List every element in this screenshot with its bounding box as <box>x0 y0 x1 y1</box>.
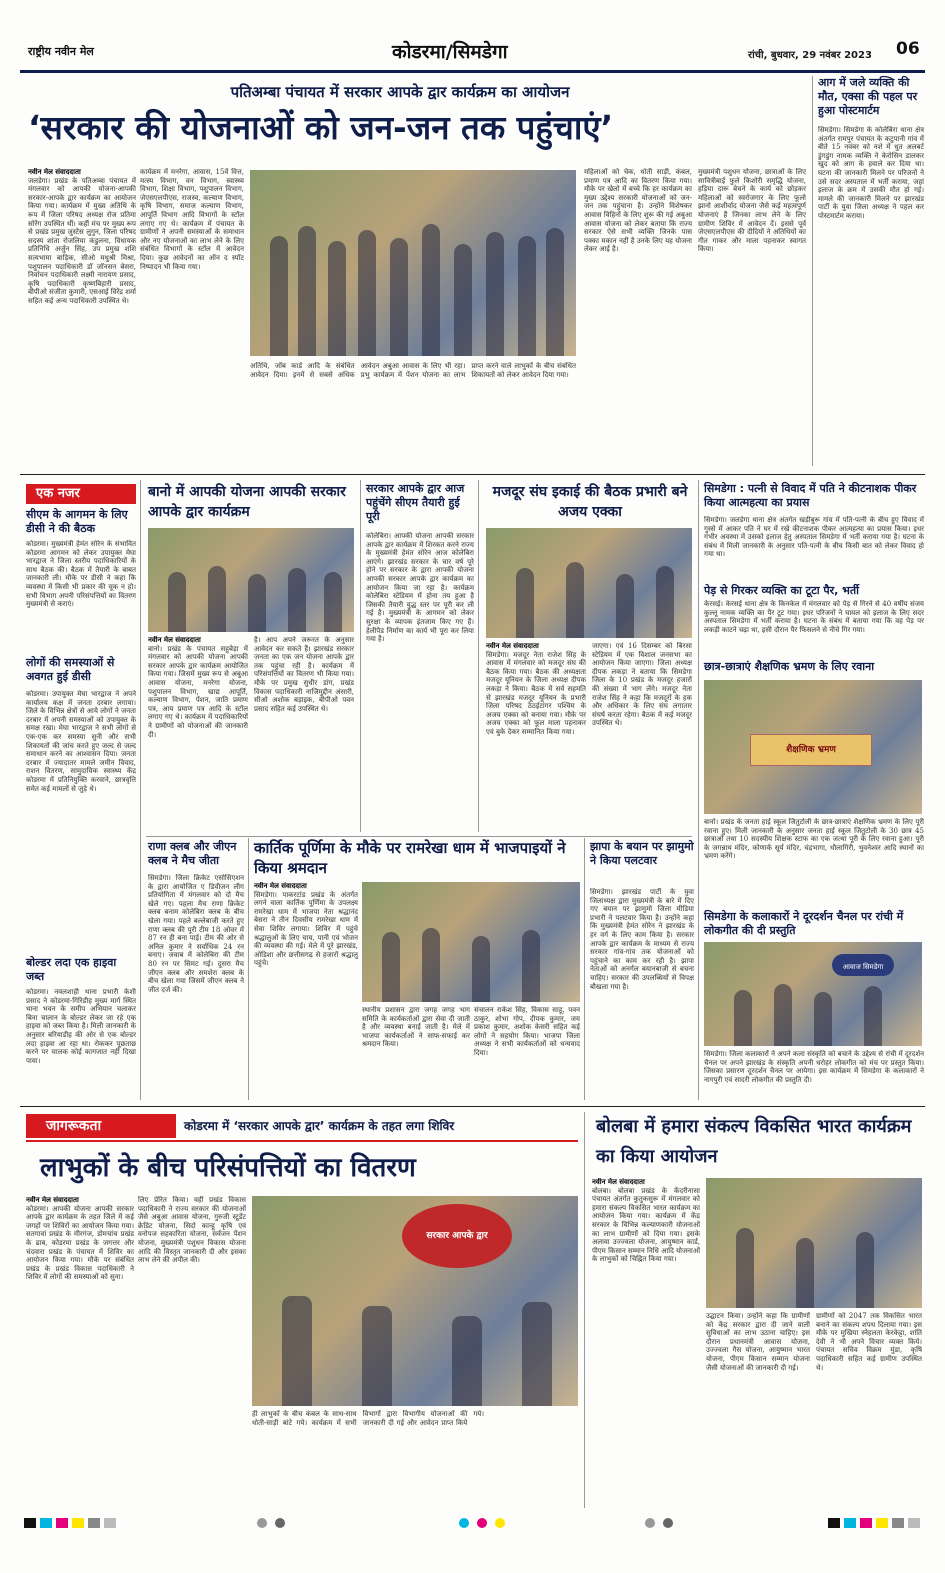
lead-col1-text: जलडेगा। प्रखंड के पतिअम्बा पंचायत में मंगलवार को आपकी योजना-आपकी सरकार-आपके द्वार कार्यक्रम का आयोजन किया गया। कार्यक्रम में मुख्य अतिथि के रूप में जिला परिषद अध्यक्ष रोज प्रतिमा सोरेंग उपस्थित थीं। कहीं मंच पर मुख्य रूप से प्रखंड प्रमुख जुस्टेस लुगुन, जिला परिषद सदस्य शांता रोजलिया कंडुलना, विधायक प्रतिनिधि अर्जुन सिंह, उप प्रमुख शशि सत्यभामा बाड़िक, सीओ मधुश्री मिश्रा, पशुपालन पदाधिकारी डॉ जॉनसन बेसरा, निर्वाचन पदाधिकारी लक्ष्मी नारायण प्रसाद, कृषि पदाधिकारी कृष्णबिहारी प्रसाद, बीपीओ संजीता कुमारी, एसआई विरेंद्र शर्मा सहित कई अन्य पदाधिकारी उपस्थित थे। <box>28 176 136 305</box>
dateline: रांची, बुधवार, 29 नवंबर 2023 <box>748 50 872 61</box>
bolba-col1-text: बोलबा। बोलबा प्रखंड के केंदरीनासा पंचायत अंतर्गत कुतुकसुरू में मंगलवार को हमारा संकल्प विकसित भारत कार्यक्रम का आयोजन किया गया। कार्यक्रम में केंद्र सरकार के विभिन्न कल्याणकारी योजनाओं का लाभ ग्रामीणों को दिया गया। इसके अलावा उज्ज्वला योजना, आयुष्मान कार्ड, पीएम किसान सम्मान निधि आदि योजनाओं के लाभुकों को चिह्नित किया गया। <box>592 1186 700 1264</box>
kartik-photo-caption: स्थानीय प्रशासन द्वारा जगह जगह भाग समिति के कार्यकर्ताओं द्वारा सेवा दी जाती है और व्यवस्था बनाई जाती है। मेले में भाजपा कार्यकर्ताओं ने साफ-सफाई कर श्रमदान किया। <box>362 1006 470 1049</box>
jagrukta-photo <box>252 1196 578 1406</box>
ek-nazar-tag: एक नजर <box>26 484 136 504</box>
ek-nazar-h3: बोल्डर लदा एक हाइवा जब्त <box>26 956 117 983</box>
kalakar-body: सिमडेगा। जिला कलाकारों ने अपने कला संस्कृति को बचाने के उद्देश्य से रांची में दूरदर्शन चैनल पर अपने झारखंड के संस्कृति अपनी धरोहर लोकगीत को मंच पर प्रस्तुत किया। जिसका प्रसारण दूरदर्शन चैनल पर आयेगा। इस कार्यक्रम में सिमडेगा के कलाकारों ने नागपुरी एवं सादरी लोकगीत की प्रस्तुति दी। <box>704 1050 924 1084</box>
ek-nazar-b3: कोडरमा। नवलशाही थाना प्रभारी केशी प्रसाद ने कोडरमा-गिरिडीह मुख्य मार्ग स्थित थाना भवन के समीप अभियान चलाकर बिना चालान के बोल्डर लेकर जा रहे एक हाइवा को जब्त किया है। मिली जानकारी के अनुसार बरियाडीह की ओर से एक बोल्डर लदा हाइवा आ रहा था। रोककर पूछताछ करने पर चालक कोई कागजात नहीं दिखा पाया। <box>26 988 136 1065</box>
lead-col2: कार्यक्रम में मनरेगा, आवास, 15वें वित्त, मत्स्य विभाग, वन विभाग, स्वास्थ्य विभाग, शिक्षा विभाग, पशुपालन विभाग, जेएसएलपीएस, राजस्व, कल्याण विभाग, कृषि विभाग, समाज कल्याण विभाग, आपूर्ति विभाग आदि विभागों के स्टॉल लगाए गए थे। कार्यक्रम में पंचायत के ग्रामीणों ने अपनी समस्याओं के समाधान और नए योजनाओं का लाभ लेने के लिए संबंधित विभागों के स्टॉल में आवेदन दिया। कुछ आवेदनों का ऑन द स्पॉट निष्पादन भी किया गया। <box>140 168 244 271</box>
bolba-col3: ग्रामीणों को 2047 तक विकसित भारत बनाने का संकल्प शपथ दिलाया गया। इस मौके पर मुखिया स्नेहलता केरकेट्टा, शांति देवी ने भी अपने विचार व्यक्त किये। पंचायत सचिव विक्रम मुंडा, कृषि पदाधिकारी सहित कई ग्रामीण उपस्थित थे। <box>816 1312 922 1372</box>
page-number: 06 <box>896 39 920 59</box>
section-title: कोडरमा/सिमडेगा <box>392 41 508 63</box>
lead-photo <box>250 170 576 356</box>
ek-nazar-h2: लोगों की समस्याओं से अवगत हुई डीसी <box>26 656 115 683</box>
jagrukta-col1-text: कोडरमा। आपकी योजना आपकी सरकार आपके द्वार कार्यक्रम के तहत जिले में कई जगहों पर शिविरों का आयोजन किया गया। सतगावां प्रखंड के मीरगंज, डोमचांच प्रखंड के ढाब, कोडरमा प्रखंड के जगत्तर और चंदवारा प्रखंड के पंचायत में शिविर का आयोजन किया गया। मौके पर संबंधित प्रखंड के प्रखंड विकास पदाधिकारी ने शिविर में लोगों की समस्याओं को सुना। <box>26 1204 134 1282</box>
mazdoor-col1-text: सिमडेगा। मजदूर नेता राजेश सिंह के आवास में मंगलवार को मजदूर संघ की बैठक किया गया। बैठक की अध्यक्षता मजदूर यूनियन के जिला अध्यक्ष दीपक लकड़ा ने किया। बैठक में सर्व सहमति से झारखंड मजदूर यूनियन के प्रभारी जिला परिषद ठेठईटांगर पश्चिम के अजय एक्का को बनाया गया। मौके पर अजय एक्का को फूल माला पहनाकर एवं बुके देकर सम्मानित किया गया। <box>486 650 586 736</box>
jagrukta-photo-banner <box>402 1204 512 1268</box>
aaj-headline: सरकार आपके द्वार आज पहुंचेंगे सीएम तैयारी हुई पूरी <box>366 482 465 523</box>
kalakar-headline: सिमडेगा के कलाकारों ने दूरदर्शन चैनल पर रांची में लोकगीत की दी प्रस्तुति <box>704 910 904 937</box>
mazdoor-col2: जाएगा। एवं 16 दिसम्बर को बिरसा स्टेडियम में एक विशाल जनसभा का आयोजन किया जाएगा। जिला अध्यक्ष दीपक लकड़ा ने बताया कि सिमडेगा जिला के 10 प्रखंड के मजदूर हजारों की संख्या में भाग लेंगे। मजदूर नेता राजेश सिंह ने कहा कि मजदूरों के हक और अधिकार के लिए संघ लगातार संघर्ष करता रहेगा। बैठक में कई मजदूर उपस्थित थे। <box>592 642 692 728</box>
jagrukta-photo-text: सरकार आपके द्वार <box>426 1231 488 1241</box>
bolba-byline: नवीन मेल संवाददाता <box>592 1178 645 1186</box>
patni-headline: सिमडेगा : पत्नी से विवाद में पति ने कीटनाशक पीकर किया आत्महत्या का प्रयास <box>704 482 917 509</box>
lead-col6: मुख्यमंत्री पशुधन योजना, छात्राओं के लिए सावित्रीबाई फुले किशोरी समृद्धि योजना, हड़िया दारू बेचने के कार्य को छोड़कर महिलाओं को स्वरोजगार के लिए फूलो झानो आशीर्वाद योजना जैसे कई महत्वपूर्ण योजनाएं हैं जिनका लाभ लेने के लिए ग्रामीण शिविर में आवेदन दें। इससे पूर्व जेएसएलपीएस की दीदियों ने अतिथियों का गीत गाकर और माला पहनाकर स्वागत किया। <box>698 168 806 254</box>
rana-headline: राणा क्लब और जीएन क्लब ने मैच जीता <box>148 840 237 867</box>
bolba-headline: बोलबा में हमारा संकल्प विकसित भारत कार्यक्रम का किया आयोजन <box>596 1116 912 1167</box>
patni-b2: केरसई। केरसई थाना क्षेत्र के किनकेल में मंगलवार को पेड़ से गिरने से 40 वर्षीय संजय कुल्लू नामक व्यक्ति का पैर टूट गया। इधर परिजनों ने घायल को इलाज के लिए सदर अस्पताल सिमडेगा में भर्ती कराया है। घटना के संबंध में बताया गया कि वह पेड़ पर लकड़ी काटने चढ़ा था, इसी दौरान पैर फिसलने से नीचे गिर गया। <box>704 600 924 634</box>
jagrukta-kicker: कोडरमा में ‘सरकार आपके द्वार’ कार्यक्रम के तहत लगा शिविर <box>184 1119 455 1133</box>
bolba-col2: उद्घाटन किया। उन्होंने कहा कि ग्रामीणों को केंद्र सरकार द्वारा दी जाने वाली सुविधाओं का लाभ उठाना चाहिए। इस दौरान प्रधानमंत्री आवास योजना, उज्ज्वला गैस योजना, आयुष्मान भारत योजना, पीएम किसान सम्मान योजना जैसी योजनाओं की जानकारी दी गई। <box>706 1312 810 1372</box>
lead-col5: महिलाओं को चेक, धोती साड़ी, कंबल, प्रमाण पत्र आदि का वितरण किया गया। मौके पर खेलो में बच्चे कि हर कार्यक्रम का मुख्य उद्देश्य सरकारी योजनाओं को जन-जन तक पहुंचाना है। उन्होंने विशेषकर आवास विहिनों के लिए शुरू की गई अबुआ आवास योजना को लेकर बताया कि राज्य सरकार ऐसे सभी व्यक्ति जिनके पास पक्का मकान नहीं है उनके लिए यह योजना लेकर आई है। <box>584 168 692 254</box>
kartik-col3: संचालन राकेश सिंह, विकास साहू, पवन ठाकुर, शोभा गोप, दीपक कुमार, जय प्रकाश कुमार, अशोक केसरी सहित कई लोगों ने सहयोग किया। भाजपा जिला अध्यक्ष ने सभी कार्यकर्ताओं को धन्यवाद दिया। <box>474 1006 580 1057</box>
jagrukta-photo-caption: ही लाभुकों के बीच कंबल के साथ-साथ धोती-साड़ी बांटे गये। कार्यक्रम में सभी विभागों द्वारा विभागीय योजनाओं की जानकारी दी गई और आवेदन प्राप्त किये गये। <box>252 1410 484 1427</box>
mazdoor-col1 <box>486 642 586 832</box>
side-top-body: सिमडेगा। सिमडेगा के कोलेबिरा थाना क्षेत्र अंतर्गत रामपुर पंचायत के कटुपानी गांव में बीते 15 नवंबर को नशे में धुत अलबर्ट डुंगडुंग नामक व्यक्ति ने केरोसिन डालकर खुद को आग के हवाले कर दिया था। घटना की जानकारी मिलने पर परिजनों ने उसे सदर अस्पताल में भर्ती कराया, जहां इलाज के क्रम में उसकी मौत हो गई। मामले की जानकारी मिलने पर झारखंड पार्टी के युवा जिला अध्यक्ष ने पहल कर पोस्टमार्टम कराया। <box>818 126 924 220</box>
rana-divider <box>248 838 249 1100</box>
bhraman-banner <box>750 734 872 766</box>
jhapa-headline: झापा के बयान पर झामुमो ने किया पलटवार <box>590 840 694 867</box>
mazdoor-headline: मजदूर संघ इकाई की बैठक प्रभारी बने अजय एक्का <box>492 484 688 520</box>
bolba-photo <box>706 1178 922 1308</box>
jhapa-body: सिमडेगा। झारखंड पार्टी के युवा जिलाध्यक्ष द्वारा मुख्यमंत्री के बारे में दिए गए बयान पर झामुमो जिला मीडिया प्रभारी ने पलटवार किया है। उन्होंने कहा कि मुख्यमंत्री हेमंत सोरेन ने झारखंड के हर वर्ग के लिए काम किया है। सरकार आपके द्वार कार्यक्रम के माध्यम से राज्य सरकार गांव-गांव तक योजनाओं को पहुंचाने का काम कर रही है। झापा नेताओं को अनर्गल बयानबाजी से बचना चाहिए। सरकार की उपलब्धियों से विपक्ष बौखला गया है। <box>590 888 694 991</box>
right-divider <box>698 480 699 1100</box>
brand-logo: राष्ट्रीय नवीन मेल <box>28 45 94 58</box>
jagrukta-headline: लाभुकों के बीच परिसंपत्तियों का वितरण <box>40 1153 416 1183</box>
section-rule-2 <box>20 1106 925 1107</box>
section-rule-1 <box>20 474 925 475</box>
aaj-body: कोलेबिरा। आपकी योजना आपकी सरकार आपके द्वार कार्यक्रम में शिरकत करने राज्य के मुख्यमंत्री हेमंत सोरेन आज कोलेबिरा आएंगे। झारखंड सरकार के चार वर्ष पूरे होने पर सरकार के द्वारा आपकी योजना आपकी सरकार आपके द्वार कार्यक्रम का आयोजन किया जा रहा है। कार्यक्रम कोलेबिरा स्टेडियम में होना तय हुआ है जिसकी तैयारी युद्ध स्तर पर पूरी कर ली गई है। मुख्यमंत्री के आगमन को लेकर सुरक्षा के व्यापक इंतजाम किए गए हैं। हेलीपैड निर्माण का कार्य भी पूरा कर लिया गया है। <box>366 532 474 644</box>
masthead-rule <box>20 70 925 73</box>
lead-photo-caption: अतिथि, जॉब कार्ड आदि के संबंधित आवेदन दिया। इनमें से सबसे अधिक आवेदन अबुआ आवास के लिए भी रहा। प्रभु कार्यक्रम में पेंशन योजना का लाभ प्राप्त करने वाले लाभुकों के बीच संबंधित शिकायतों को लेकर आवेदन दिया गया। <box>250 362 576 379</box>
aaj-divider <box>360 480 361 832</box>
ek-nazar-divider <box>140 480 141 1100</box>
kartik-col1 <box>254 882 358 1100</box>
kartik-photo <box>362 882 580 1002</box>
mazdoor-byline: नवीन मेल संवाददाता <box>486 642 539 650</box>
side-top-divider <box>812 76 813 466</box>
kalakar-badge-text: आवाज सिमडेगा <box>842 963 884 971</box>
bano-col1 <box>148 636 248 832</box>
kartik-col1-text: सिमडेगा। पाकरटांड प्रखंड के अंतर्गत लगने वाला कार्तिक पूर्णिमा के उपलक्ष्य रामरेखा धाम में भाजपा नेता श्रद्धानंद बेसरा ने तीन दिवसीय रामरेखा धाम में सेवा शिविर लगाया। शिविर में पहुंचे श्रद्धालुओं के लिए चाय, पानी एवं भोजन की व्यवस्था की गई। मेले में पूरे झारखंड, ओडिशा और छत्तीसगढ़ से हजारों श्रद्धालु पहुंचे। <box>254 890 358 968</box>
jhapa-divider <box>584 838 585 1100</box>
ek-nazar-h1: सीएम के आगमन के लिए डीसी ने की बैठक <box>26 508 128 535</box>
lead-byline: नवीन मेल संवाददाता <box>28 168 81 176</box>
kartik-headline: कार्तिक पूर्णिमा के मौके पर रामरेखा धाम में भाजपाइयों ने किया श्रमदान <box>254 839 566 877</box>
lead-kicker: पतिअम्बा पंचायत में सरकार आपके द्वार कार्यक्रम का आयोजन <box>230 83 570 101</box>
bano-photo <box>148 528 354 632</box>
lead-headline: ‘सरकार की योजनाओं को जन-जन तक पहुंचाएं’ <box>28 108 614 147</box>
bolba-divider <box>584 1112 585 1508</box>
rana-body: सिमडेगा। जिला क्रिकेट एसोसिएशन के द्वारा आयोजित ए डिवीजन लीग प्रतियोगिता में मंगलवार को दो मैच खेले गए। पहला मैच राणा क्रिकेट क्लब बनाम कोलेबिरा क्लब के बीच खेला गया। पहले बल्लेबाजी करते हुए राणा क्लब की पूरी टीम 18 ओवर में 87 रन ही बना पाई। टीम की ओर से अनिल कुमार ने सर्वाधिक 24 रन बनाए। जवाब में कोलेबिरा की टीम 80 रन पर सिमट गई। दूसरा मैच जीएन क्लब और समशेरा क्लब के बीच खेला गया जिसमें जीएन क्लब ने जीत दर्ज की। <box>148 874 244 994</box>
jagrukta-tag: जागरूकता <box>26 1114 176 1138</box>
registration-marks <box>20 1512 925 1534</box>
bhraman-banner-text: शैक्षणिक भ्रमण <box>786 745 836 755</box>
side-top-headline: आग में जले व्यक्ति की मौत, एक्सा की पहल पर हुआ पोस्टमार्टम <box>818 76 918 117</box>
jagrukta-kicker-rule <box>26 1140 578 1142</box>
patni-h2: पेड़ से गिरकर व्यक्ति का टूटा पैर, भर्ती <box>704 584 860 597</box>
patni-body: सिमडेगा। जलडेगा थाना क्षेत्र अंतर्गत खड़ीबुरू गांव में पति-पत्नी के बीच हुए विवाद में गुस्से में आकर पति ने घर में रखे कीटनाशक पीकर आत्महत्या का प्रयास किया। इधर गंभीर अवस्था में उसको इलाज हेतु अस्पताल सिमडेगा में भर्ती कराया गया है। घटना के संबंध में मिली जानकारी के अनुसार पति-पत्नी के बीच किसी बात को लेकर विवाद हो गया था। <box>704 516 924 559</box>
masthead <box>20 34 925 68</box>
registration-strip <box>20 1512 925 1534</box>
ek-nazar-b2: कोडरमा। उपायुक्त मेघा भारद्वाज ने अपने कार्यालय कक्ष में जनता दरबार लगाया। जिले के विभिन्न क्षेत्रों से आये लोगों ने जनता दरबार में अपनी समस्याओं को उपायुक्त के समक्ष रखा। मेघा भारद्वाज ने सभी लोगों से एक-एक कर समस्या सुनी और सभी शिकायतों की जांच करते हुए जल्द से जल्द समाधान करने का आश्वासन दिया। जनता दरबार में ज्यादातर मामले जमीन विवाद, राशन वितरण, सामुदायिक स्वास्थ्य केंद्र कोडरमा में प्रतिनियुक्ति करवाने, छात्रवृत्ति समेत कई मामलों से जुड़े थे। <box>26 690 136 793</box>
kalakar-badge <box>832 954 894 976</box>
jagrukta-col2: लिए प्रेरित किया। वहीं प्रखंड विकास पदाधिकारी ने राज्य सरकार की योजनाओं जैसे अबुआ आवास योजना, गुरुजी स्टूडेंट क्रेडिट योजना, सिदो कान्हू कृषि एवं वनोपज सहकारिता योजना, सर्वजन पेंशन योजना, मुख्यमंत्री पशुधन विकास योजना आदि की विस्तृत जानकारी दी और इसका लाभ लेने की अपील की। <box>138 1196 246 1265</box>
jagrukta-byline: नवीन मेल संवाददाता <box>26 1196 79 1204</box>
bano-col1-text: बानो। प्रखंड के पंचायत सहुबेड़ा में मंगलवार को आपकी योजना आपकी सरकार आपके द्वार कार्यक्रम आयोजित किया गया। जिसमें मुख्य रूप से अबुआ आवास योजना, मनरेगा योजना, पशुपालन विभाग, खाद्य आपूर्ति, कल्याण विभाग, पेंशन, जाति प्रमाण पत्र, आय प्रमाण पत्र आदि के स्टॉल लगाए गए थे। कार्यक्रम में पदाधिकारियों ने ग्रामीणों को योजनाओं की जानकारी दी। <box>148 644 248 739</box>
ek-nazar-b1: कोडरमा। मुख्यमंत्री हेमंत सोरेन के संभावित कोडरमा आगमन को लेकर उपायुक्त मेघा भारद्वाज ने जिला स्तरीय पदाधिकारियों के साथ बैठक की। बैठक में तैयारी के बाबत जानकारी ली। मौके पर डीसी ने कहा कि व्यवस्था में किसी भी प्रकार की चूक न हो। सभी विभाग अपनी परिसंपत्तियों का वितरण मुख्यमंत्री से कराएं। <box>26 540 136 609</box>
bhraman-photo <box>704 680 922 814</box>
kalakar-photo <box>704 942 922 1046</box>
bhraman-headline: छात्र-छात्राएं शैक्षणिक भ्रमण के लिए रवाना <box>704 660 875 673</box>
bano-col2: है। आप अपने जरूरत के अनुसार आवेदन कर सकते हैं। झारखंड सरकार जनता का एक जन योजना आपके द्वार तक पहुंचा रही है। कार्यक्रम में परिसंपत्तियों का वितरण भी किया गया। मौके पर प्रमुख सुधीर डांग, प्रखंड विकास पदाधिकारी नाजिमुद्दीन अंसारी, सीओ अशोक बड़ाइक, बीपीओ पवन प्रसाद सहित कई उपस्थित थे। <box>254 636 354 713</box>
bano-headline: बानो में आपकी योजना आपकी सरकार आपके द्वार कार्यक्रम <box>148 484 346 520</box>
jagrukta-col1 <box>26 1196 134 1506</box>
bhraman-body: बानो। प्रखंड के जनता हाई स्कूल जितुटोली के छात्र-छात्राएं शैक्षणिक भ्रमण के लिए पूरी रवाना हुए। मिली जानकारी के अनुसार जनता हाई स्कूल जितुटोली के 30 छात्र 45 छात्राओं तथा 10 सदस्यीय शिक्षक स्टाफ का एक जत्था पूरी के लिए रवाना हुआ। पूरी के जगन्नाथ मंदिर, कोणार्क सूर्य मंदिर, चंद्रभागा, धौलागिरी, भुवनेश्वर आदि स्थानों का भ्रमण करेंगे। <box>704 818 924 861</box>
bolba-col1 <box>592 1178 700 1506</box>
mazdoor-divider <box>478 480 479 832</box>
lead-col1 <box>28 168 136 470</box>
rana-topline <box>146 836 692 837</box>
bano-byline: नवीन मेल संवाददाता <box>148 636 201 644</box>
kartik-byline: नवीन मेल संवाददाता <box>254 882 307 890</box>
mazdoor-photo <box>486 528 692 638</box>
